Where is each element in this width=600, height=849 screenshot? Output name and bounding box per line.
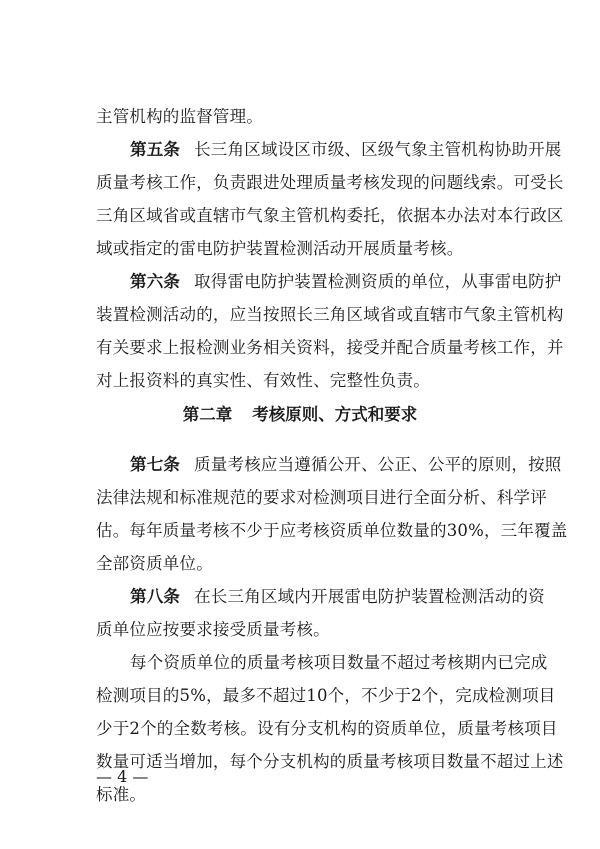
chapter-title: 考核原则、方式和要求 [252, 405, 418, 424]
text-line: 全部资质单位。 [96, 554, 213, 573]
text-line: 域或指定的雷电防护装置检测活动开展质量考核。 [96, 239, 464, 258]
text-line: 标准。 [96, 785, 147, 804]
article-heading: 第六条 [130, 272, 181, 291]
article-8 [96, 580, 545, 646]
text-line: 有关要求上报检测业务相关资料，接受并配合质量考核工作，并 [96, 338, 564, 357]
text-line: 法律法规和标准规范的要求对检测项目进行全面分析、科学评 [96, 488, 547, 507]
text-line: 在长三角区域内开展雷电防护装置检测活动的资 [194, 587, 545, 606]
text-line: 质单位应按要求接受质量考核。 [96, 620, 330, 639]
article-heading: 第七条 [130, 455, 181, 474]
text-line: 主管机构的监督管理。 [96, 107, 263, 126]
chapter-heading [0, 398, 600, 431]
text-line: 估。每年质量考核不少于应考核资质单位数量的30%，三年覆盖 [96, 521, 568, 540]
text-line: 每个资质单位的质量考核项目数量不超过考核期内已完成 [130, 653, 548, 672]
text-line: 三角区域省或直辖市气象主管机构委托，依据本办法对本行政区 [96, 206, 564, 225]
chapter-number: 第二章 [182, 405, 233, 424]
text-line: 质量考核应当遵循公开、公正、公平的原则，按照 [194, 455, 562, 474]
paragraph-quota [96, 646, 564, 811]
text-line: 长三角区域设区市级、区级气象主管机构协助开展 [194, 140, 562, 159]
article-7 [96, 448, 568, 580]
article-heading: 第五条 [130, 140, 181, 159]
text-line: 对上报资料的真实性、有效性、完整性负责。 [96, 371, 430, 390]
text-line: 装置检测活动的，应当按照长三角区域省或直辖市气象主管机构 [96, 305, 564, 324]
text-line: 少于2个的全数考核。设有分支机构的资质单位，质量考核项目 [96, 719, 558, 738]
text-line: 数量可适当增加，每个分支机构的质量考核项目数量不超过上述 [96, 752, 564, 771]
article-heading: 第八条 [130, 587, 181, 606]
page-number: — 4 — [96, 767, 149, 786]
paragraph-continuation [96, 100, 532, 133]
article-6 [96, 265, 564, 397]
text-line: 检测项目的5%，最多不超过10个，不少于2个，完成检测项目 [96, 686, 556, 705]
article-5 [96, 133, 564, 265]
text-line: 质量考核工作，负责跟进处理质量考核发现的问题线索。可受长 [96, 173, 564, 192]
text-line: 取得雷电防护装置检测资质的单位，从事雷电防护 [194, 272, 562, 291]
